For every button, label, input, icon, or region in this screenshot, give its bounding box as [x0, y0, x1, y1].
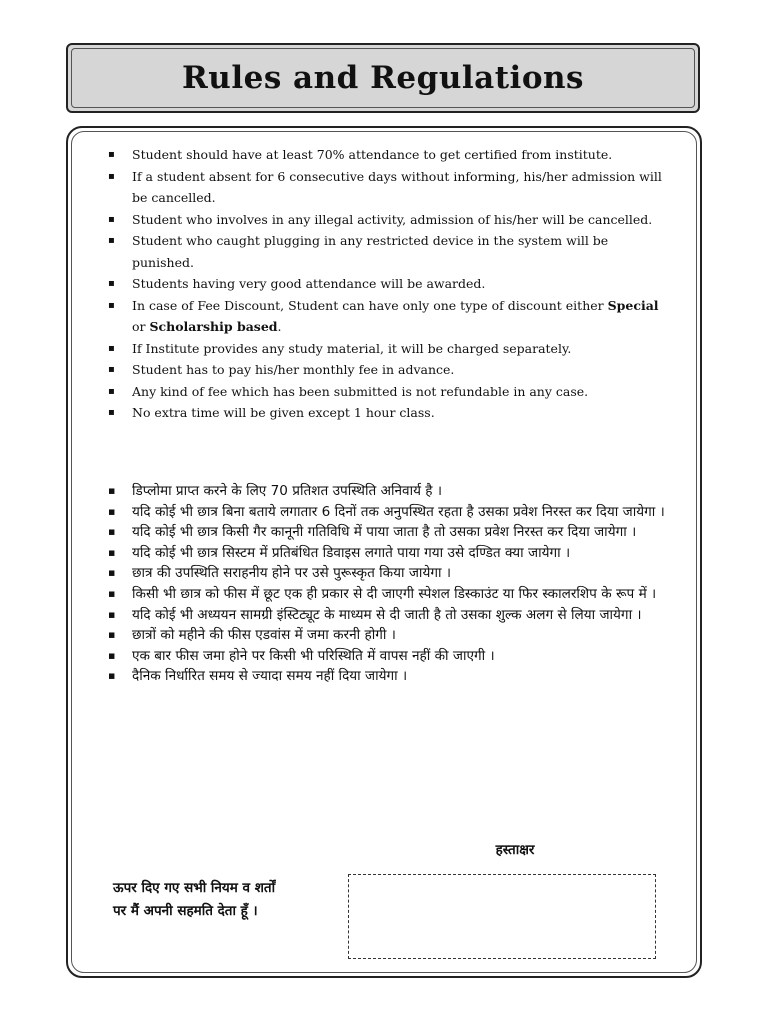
rule-text: यदि कोई भी छात्र किसी गैर कानूनी गतिविधि में पाया जाता है तो उसका प्रवेश निरस्त कर दिया जायेगा । [132, 524, 637, 541]
bullet-icon: ▪ [108, 342, 115, 354]
bullet-icon: ▪ [108, 213, 115, 225]
hindi-rule-item [108, 481, 683, 502]
bullet-icon: ▪ [108, 170, 115, 182]
bullet-icon: ▪ [108, 278, 115, 289]
bullet-icon: ▪ [108, 628, 116, 642]
rule-text: यदि कोई भी छात्र सिस्टम में प्रतिबंधित डिवाइस लगाते पाया गया उसे दण्डित क्या जायेगा । [132, 544, 571, 561]
rule-text: यदि कोई भी छात्र बिना बताये लगातार 6 दिनों तक अनुपस्थित रहता है उसका प्रवेश निरस्त कर दिया जायेगा । [132, 503, 665, 520]
page-title: Rules and Regulations [182, 60, 584, 96]
hindi-rule-item [108, 584, 683, 605]
bullet-icon: ▪ [108, 586, 116, 600]
bullet-icon: ▪ [108, 607, 116, 621]
bullet-icon: ▪ [108, 385, 115, 397]
rule-text: Student should have at least 70% attendance to get certified from institute. [132, 147, 613, 162]
hindi-rule-item [108, 563, 683, 584]
rule-text: In case of Fee Discount, Student can have only one type of discount either [132, 297, 608, 313]
bullet-icon: ▪ [108, 407, 115, 418]
rule-text: . [277, 319, 282, 334]
hindi-rule-item [108, 543, 683, 564]
bullet-icon: ▪ [108, 484, 116, 497]
hindi-rule-item [108, 522, 683, 543]
bullet-icon: ▪ [108, 648, 116, 662]
rule-text: Student who caught plugging in any restricted device in the system will be punished. [132, 233, 609, 270]
hindi-rules-list [108, 481, 683, 687]
rule-text: Students having very good attendance will be awarded. [132, 276, 486, 291]
hindi-rule-item [108, 502, 683, 523]
bullet-icon: ▪ [108, 299, 115, 311]
rule-text: Student who involves in any illegal activity, admission of his/her will be cancelled. [132, 211, 653, 227]
consent-line-2: पर मैं अपनी सहमति देता हूँ । [113, 903, 258, 919]
english-rule-item [108, 166, 668, 209]
title-banner [66, 43, 700, 113]
rule-text: No extra time will be given except 1 hour class. [132, 405, 435, 420]
rule-text-bold: Special [607, 297, 659, 313]
english-rules-list [108, 144, 668, 424]
consent-statement [113, 877, 333, 923]
bullet-icon: ▪ [108, 566, 116, 580]
consent-line-1: ऊपर दिए गए सभी नियम व शर्तों [113, 880, 276, 896]
rule-text: If a student absent for 6 consecutive days without informing, his/her admission will be cancelled. [132, 168, 662, 205]
bullet-icon: ▪ [108, 669, 116, 683]
rule-text: Student has to pay his/her monthly fee in advance. [132, 362, 455, 377]
bullet-icon: ▪ [108, 504, 116, 518]
english-rule-item [108, 144, 668, 166]
hindi-rule-item [108, 666, 683, 687]
rule-text: एक बार फीस जमा होने पर किसी भी परिस्थिति में वापस नहीं की जाएगी । [132, 647, 495, 664]
rule-text: or [132, 319, 150, 334]
rule-text: दैनिक निर्धारित समय से ज्यादा समय नहीं दिया जायेगा । [132, 668, 408, 685]
bullet-icon: ▪ [108, 525, 116, 539]
rule-text: छात्रों को महीने की फीस एडवांस में जमा करनी होगी । [132, 627, 396, 644]
english-rule-item [108, 381, 668, 403]
rule-text-bold: Scholarship based [149, 319, 278, 334]
rule-text: छात्र की उपस्थिति सराहनीय होने पर उसे पुरूस्कृत किया जायेगा । [132, 565, 451, 582]
hindi-rule-item [108, 605, 683, 626]
english-rule-item [108, 338, 668, 360]
bullet-icon: ▪ [108, 364, 115, 375]
signature-box[interactable] [348, 874, 656, 959]
rule-text: Any kind of fee which has been submitted is not refundable in any case. [132, 383, 589, 399]
bullet-icon: ▪ [108, 235, 115, 246]
rule-text: किसी भी छात्र को फीस में छूट एक ही प्रकार से दी जाएगी स्पेशल डिस्काउंट या फिर स्कालरशिप के रूप में । [132, 585, 657, 602]
english-rule-item [108, 230, 668, 273]
english-rule-item [108, 402, 668, 424]
hindi-rule-item [108, 625, 683, 646]
english-rule-item [108, 359, 668, 381]
rule-text: डिप्लोमा प्राप्त करने के लिए 70 प्रतिशत उपस्थिति अनिवार्य है । [132, 483, 442, 499]
english-rule-item [108, 273, 668, 295]
rule-text: यदि कोई भी अध्ययन सामग्री इंस्टिट्यूट के माध्यम से दी जाती है तो उसका शुल्क अलग से लिया जायेगा । [132, 606, 642, 623]
signature-label: हस्ताक्षर [495, 842, 535, 858]
hindi-rule-item [108, 646, 683, 667]
english-rule-item [108, 295, 668, 338]
rule-text: If Institute provides any study material, it will be charged separately. [132, 340, 572, 356]
english-rule-item [108, 209, 668, 231]
bullet-icon: ▪ [108, 545, 116, 559]
bullet-icon: ▪ [108, 149, 115, 160]
